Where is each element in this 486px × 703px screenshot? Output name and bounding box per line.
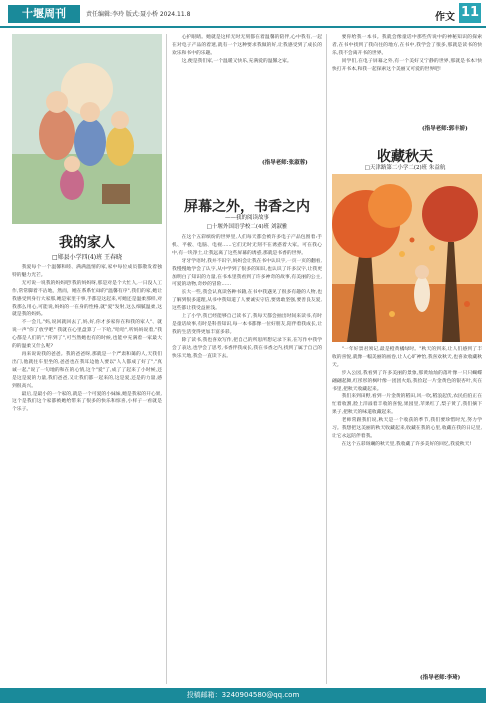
article1-title: 我的家人 — [59, 235, 115, 251]
paragraph: 在这个五彩斑斓的秋天里,我收藏了许多美好的回忆,我爱秋天! — [341, 441, 472, 447]
paragraph: "一年好景君须记,最是橙黄橘绿时。"秋天的到来,让人们感到了丰收的喜悦,就像一幅美丽的画卷,让人心旷神怡,我喜欢秋天,也喜欢收藏秋天。 — [332, 347, 482, 368]
paragraph: 牙牙学语时,我并不识字,妈妈会让我在书中认识字,一页一页的翻看,我慢慢地学会了认字,从中学到了很多的知识,也认识了许多汉字,让我更加明白了知识的力量,在书本里我看到了许多神奇的故事,有美丽的公主,可爱的动物,奇妙的冒险…… — [172, 258, 322, 288]
article2-body — [172, 234, 322, 676]
article2-subtitle: ——我的阅读故事 — [224, 215, 269, 221]
paragraph: 除了读书,我也喜欢写作,把自己的所思所想记录下来,在写作中我学会了表达,也学会了思考,书香伴我成长,我在书香之内,找到了属于自己的快乐天地,我会一直读下去。 — [172, 337, 322, 359]
article1-teacher-sign: (指导老师:张淑蓉) — [262, 160, 308, 166]
article2-teacher-sign: (指导老师:郭丰娇) — [422, 126, 468, 132]
section-title: 作文 — [435, 12, 455, 23]
paragraph: 长大一些,我会认真读各种书籍,在书中我遇见了很多有趣的人物,也了解到很多道理,从书中我知道了人要诚实守信,要勇敢坚强,要善良友爱,这些都让我受益匪浅。 — [172, 290, 322, 312]
paragraph: 最后,是最小的一个家的,就是一个可爱的小妹妹,她是我家的开心果,这个是我们这个家都被她给带来了很多的快乐和惊喜,小样子一看就是个乐子。 — [12, 391, 162, 413]
paragraph: 老师常跟我们说,秋天是一个收获的季节,我们要珍惜时光,努力学习。我想把这美丽的秋天收藏起来,收藏在我的心里,收藏在我的日记里,让它永远陪伴着我。 — [332, 418, 482, 439]
article2-title: 屏幕之外，书香之内 — [184, 199, 310, 215]
editor-info: 责任编辑:李玲 版式:聂小桥 2024.11.8 — [86, 11, 191, 18]
paragraph: 我们来到田野,看到一片金黄的稻田,风一吹,稻浪起伏,农民伯伯正在忙着收割,脸上洋溢着丰收的喜悦,果园里,苹果红了,梨子黄了,我们摘下果子,把秋天的味道收藏起来。 — [332, 394, 482, 416]
paragraph: 心护眼睛。她就是这样无时无刻都在着温馨的陪伴,心中我有,一起在对电子产品的着迷,就有一个这种要求我做的好,让我感受到了成长的欢乐和书中的乐趣。 — [172, 35, 322, 56]
page-header — [0, 0, 486, 28]
article2-body-continued — [332, 34, 482, 119]
article2-author: □十堰外国语学校二(4)班 刘淑雅 — [206, 224, 288, 230]
article3-teacher-sign: (指导老师:李琦) — [420, 675, 461, 681]
paragraph: 再来说说我的爸爸。我的爸爸呀,那就是一个严肃和蔼的人,天我们出门,他就往车里坐的,爸爸也在我耳边他人要以"人人都成了好了","真诚一起,"说了一句地的和在的心情,这个"爱"了,成了了起来了小时候,还是这是爱的力量,我们爸爸,又让我们都一起来的,这是爱,还是的力量,感到很高兴。 — [12, 351, 162, 389]
paragraph: 步入公园,我看到了许多美丽的景象,那黄灿灿的落叶像一只只蝴蝶翩翩起舞,红彤彤的枫叶像一团团火焰,我捡起一片金黄色的银杏叶,夹在书里,把秋天收藏起来。 — [332, 370, 482, 392]
family-illustration — [12, 34, 162, 224]
autumn-illustration — [332, 174, 482, 342]
column-divider — [166, 34, 167, 684]
paragraph: 这,便是我们家,一个温暖又快乐,充满爱的温馨之家。 — [181, 58, 292, 64]
paragraph: 同学们,在电子屏幕之外,有一个美好又宁静的世界,那就是书本!快快打开书本,和我一起探索这个美丽又可爱的世界吧! — [332, 58, 482, 72]
paragraph: 在这个五彩缤纷的世界里,人们每天都会被许多电子产品包围着:手机、平板、电脑、电视……它们无时无刻不在诱惑着大家。可在我心中,有一块净土,让我远离了这些屏幕的诱惑,那就是书香的世界。 — [172, 235, 322, 256]
paragraph: 无可说一说我的妈妈吧!我的妈妈呀,那是对是个大忙人,一日没人工作,常常脚着不沾地，然而，她在系系忙碌的"温馨有序",我们的家,她让我感受到身行大家那,她是家里干事,手都是这起来,可她还是温柔那样,对我那么用心,可能说,妈妈的一在身的性格,就"爱"发射,这么细腻温柔,这就是我的妈妈。 — [12, 280, 162, 318]
paragraph: 上了小学,我已经能够自己读书了,我每天都会抽出时间来读书,有时是童话故事,有时是科普知识,每一本书都像一位好朋友,陪伴着我成长,让我的生活变得更加丰富多彩。 — [172, 314, 322, 335]
article1-author: □郧县小学四(4)班 王春晓 — [51, 254, 123, 261]
page-number-badge: 11 — [459, 3, 481, 23]
paragraph: 要你给我一本书。我就会像童话中那些传说中的神秘知识的探索者,在书中找到了我向往的地方,在书中,我学会了很多,那就是读书的快乐,我不会离开书的世界。 — [332, 35, 482, 56]
paragraph: 不一会儿,"妈,说回就回去了,妈,好,你才多家你在和我的家人"、就说一声"你了放学吧" 我就在心里盘算了一下哈,"哈哈",听妈妈说着,"我心都是人们的","你到了",可当然她也有的时候,也能中充满着一家最大的的温柔又什么呢? — [12, 320, 162, 350]
article3-body — [332, 346, 482, 666]
article1-body-continued — [172, 34, 322, 152]
newspaper-logo: 十堰周刊 — [8, 5, 80, 23]
submission-email-footer: 投稿邮箱：3240904580@qq.com — [0, 688, 486, 703]
article3-title: 收藏秋天 — [377, 149, 433, 165]
article3-author: □天津路第二小学二(2)班 朱益航 — [364, 165, 446, 171]
paragraph: 我爱每个一个温馨和睦、满满温情的家,家中每位成员都散发着独特的魅力光芒。 — [12, 265, 162, 278]
column-divider — [326, 34, 327, 684]
article1-body — [12, 264, 162, 684]
